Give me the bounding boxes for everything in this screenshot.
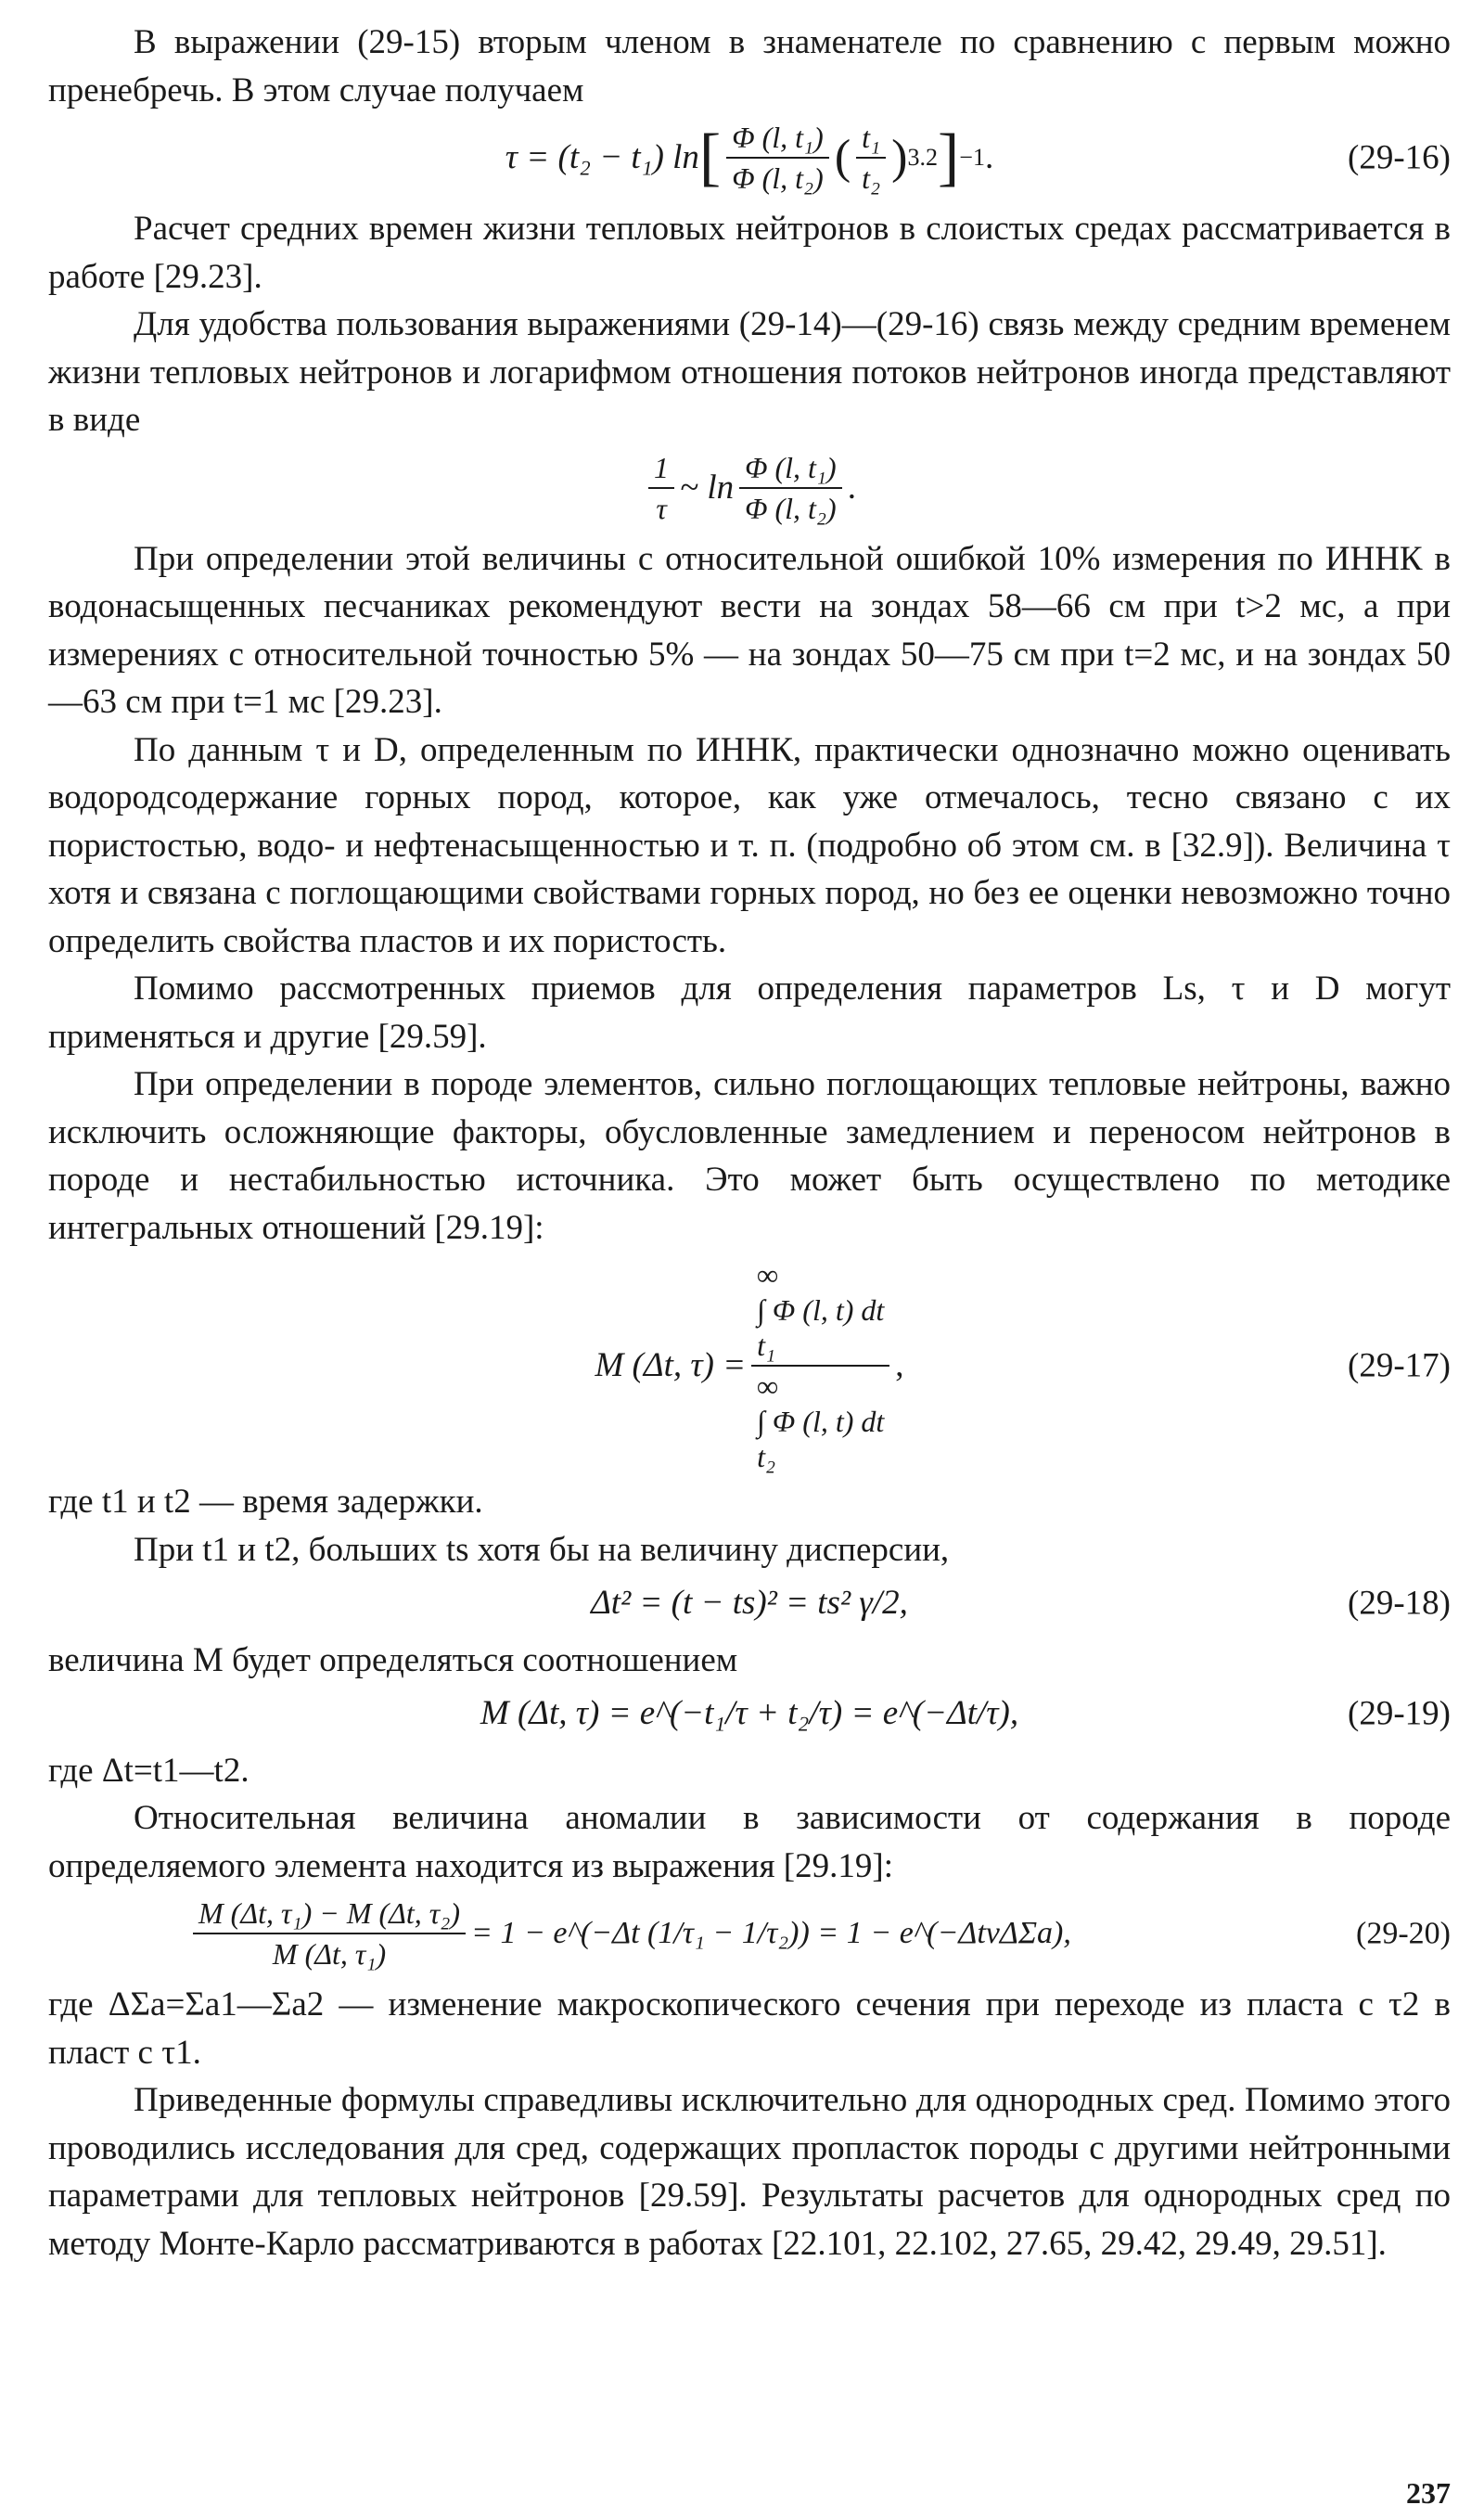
rel-lhs-den: τ: [656, 491, 667, 525]
equation-number: (29-18): [1348, 1584, 1451, 1622]
paragraph-3: Для удобства пользования выражениями (29-14)—(29-16) связь между средним временем жизни тепловых нейтронов и логарифмом отношения потоков нейтронов иногда представляют в виде: [48, 305, 1451, 439]
equation-number: (29-16): [1348, 138, 1451, 177]
eq16-fraction: [726, 120, 829, 196]
paragraph-8: где t1 и t2 — время задержки.: [48, 1483, 483, 1521]
eq16-ratio: [856, 120, 886, 196]
equation-number: (29-17): [1348, 1346, 1451, 1385]
paragraph-9: При t1 и t2, больших ts хотя бы на величину дисперсии,: [134, 1530, 950, 1569]
eq17-fraction: [751, 1257, 889, 1474]
paragraph-6: Помимо рассмотренных приемов для определения параметров Ls, τ и D могут применяться и другие [29.59].: [48, 970, 1451, 1056]
eq20-rhs: = 1 − e^(−Δt (1/τ₁ − 1/τ₂)) = 1 − e^(−ΔtvΔΣa),: [471, 1916, 1071, 1951]
eq16-ratio-num: t₁: [856, 120, 886, 159]
eq16-outer-power: −1: [959, 144, 985, 172]
eq17-numerator: [751, 1257, 889, 1367]
rel-rhs-den: Φ (l, t₂): [745, 491, 837, 525]
eq16-denominator: Φ (l, t₂): [732, 161, 824, 195]
paragraph-4: При определении этой величины с относительной ошибкой 10% измерения по ИННК в водонасыщенных песчаниках рекомендуют вести на зондах 58—66 см при t>2 мс, а при измерениях с относительной точностью 5% — на зондах 50—75 см при t=2 мс, и на зондах 50—63 см при t=1 мс [29.23].: [48, 539, 1451, 721]
left-paren: (: [834, 131, 851, 184]
equation-number: (29-20): [1356, 1916, 1451, 1951]
equation-29-20: [48, 1895, 1451, 1972]
right-bracket: ]: [937, 122, 960, 193]
eq16-numerator: Φ (l, t₁): [726, 120, 829, 159]
eq20-fraction: [193, 1895, 466, 1972]
eq17-den-integral: ∫ Φ (l, t) dt: [757, 1405, 885, 1438]
eq16-lhs: τ = (t₂ − t₁) ln: [505, 138, 699, 177]
paragraph-12: Относительная величина аномалии в зависимости от содержания в породе определяемого элемента находится из выражения [29.19]:: [48, 1799, 1451, 1885]
eq19-text: M (Δt, τ) = e^(−t₁/τ + t₂/τ) = e^(−Δt/τ),: [480, 1694, 1019, 1732]
paragraph-10: величина M будет определяться соотношением: [48, 1640, 738, 1679]
paragraph-2: Расчет средних времен жизни тепловых нейтронов в слоистых средах рассматривается в работе [29.23].: [48, 210, 1451, 296]
eq18-text: Δt² = (t − ts)² = ts² γ/2,: [591, 1584, 908, 1622]
right-paren: ): [891, 131, 908, 184]
eq16-ratio-den: t₂: [862, 161, 881, 195]
paragraph-5: По данным τ и D, определенным по ИННК, практически однозначно можно оценивать водородсодержание горных пород, которое, как уже отмечалось, тесно связано с их пористостью, водо- и нефтенасыщенностью и т. п. (подробно об этом см. в [32.9]). Величина τ хотя и связана с поглощающими свойствами горных пород, но без ее оценки невозможно точно определить свойства пластов и их пористость.: [48, 730, 1451, 960]
paragraph-7: При определении в породе элементов, сильно поглощающих тепловые нейтроны, важно исключить осложняющие факторы, обусловленные замедлением и переносом нейтронов в породе и нестабильностью источника. Это может быть осуществлено по методике интегральных отношений [29.19]:: [48, 1065, 1451, 1247]
eq20-denominator: M (Δt, τ₁): [272, 1937, 387, 1971]
eq17-den-lower: t₂: [757, 1440, 776, 1473]
eq17-den-upper: ∞: [757, 1369, 778, 1403]
eq17-denominator: [751, 1367, 889, 1474]
eq16-power: 3.2: [907, 144, 938, 172]
relation-tau-log: $\frac{1}{\tau}$ ~ ln $\frac{\text{Φ (l, t₁)}}{\text{Φ (l, t₂)}}$ .: [48, 450, 1451, 526]
equation-29-19: [48, 1689, 1451, 1738]
eq17-num-upper: ∞: [757, 1258, 778, 1291]
rel-mid: ~ ln: [680, 468, 735, 507]
rel-rhs-num: Φ (l, t₁): [739, 450, 842, 489]
rel-rhs-fraction: [739, 450, 842, 526]
eq17-lhs: M (Δt, τ) =: [595, 1346, 747, 1385]
eq20-numerator: M (Δt, τ₁) − M (Δt, τ₂): [193, 1895, 466, 1934]
left-bracket: [: [698, 122, 722, 193]
equation-29-18: [48, 1579, 1451, 1627]
equation-number: (29-19): [1348, 1694, 1451, 1732]
paragraph-14: Приведенные формулы справедливы исключительно для однородных сред. Помимо этого проводились исследования для сред, содержащих пропласток породы с другими нейтронными параметрами для тепловых нейтронов [29.59]. Результаты расчетов для однородных сред по методу Монте-Карло рассматриваются в работах [22.101, 22.102, 27.65, 29.42, 29.49, 29.51].: [48, 2081, 1451, 2263]
rel-lhs-num: 1: [648, 450, 674, 489]
paragraph-11: где Δt=t1—t2.: [48, 1751, 249, 1790]
equation-29-16: τ = (t₂ − t₁) ln [ $\frac{\text{Φ (l, t₁)}}{\text{Φ (l, t₂)}}$ ( $\frac{\text{t₁}}{\text{t₂}}$ ) 3.2 ] −1 . (29-16): [505, 121, 1451, 195]
rel-lhs-fraction: [648, 450, 674, 526]
eq17-num-integral: ∫ Φ (l, t) dt: [757, 1293, 885, 1327]
paragraph-1: В выражении (29-15) вторым членом в знаменателе по сравнению с первым можно пренебречь. В этом случае получаем: [48, 23, 1451, 109]
equation-29-17: M (Δt, τ) = ∞ ∫ Φ (l, t) dt t₁ ∞ ∫ Φ (l, t) dt t₂ , (29-17): [595, 1258, 1451, 1473]
eq17-num-lower: t₁: [757, 1329, 776, 1362]
paragraph-13: где ΔΣa=Σa1—Σa2 — изменение макроскопического сечения при переходе из пласта с τ2 в пласт с τ1.: [48, 1985, 1451, 2072]
page-number: 237: [1406, 2476, 1451, 2510]
